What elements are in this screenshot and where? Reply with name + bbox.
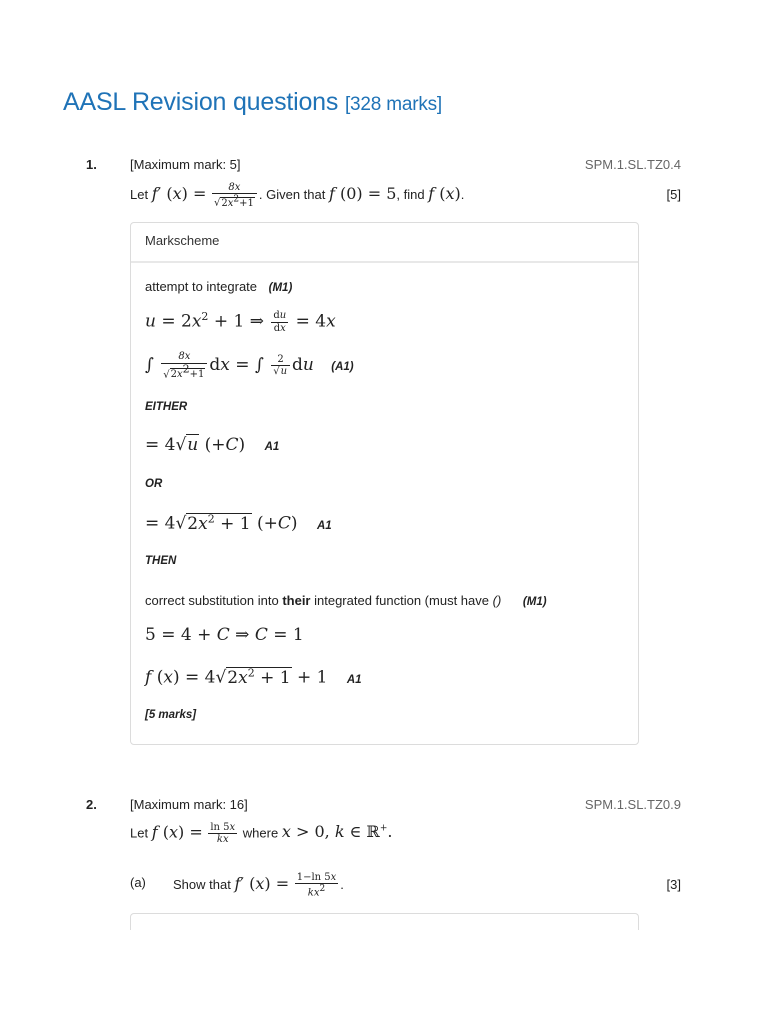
question-stem bbox=[130, 815, 393, 846]
question-stem bbox=[130, 180, 464, 208]
stem-where: where bbox=[242, 825, 279, 841]
line-emphasis: their bbox=[282, 593, 311, 608]
markscheme-eq-either: = 4√u (+C) A1 bbox=[145, 435, 280, 455]
markscheme-eq-substitution: $u = 2x^2 + 1$ ⇒ $\frac{du}{dx}$ = 4x bbox=[145, 310, 336, 334]
stem-let: Let bbox=[130, 187, 149, 202]
equation-domain: x > 0, k ∈ ℝ+. bbox=[281, 822, 393, 842]
mark-code: A1 bbox=[346, 673, 362, 686]
mark-code: A1 bbox=[264, 441, 280, 453]
markscheme-eq-integral: ∫ $\frac{8x}{√2x^2+1}$ dx = ∫ $\frac{2}{√u}$ du (A1) bbox=[145, 351, 354, 380]
question-number: 1. bbox=[86, 157, 97, 172]
stem-find: , find bbox=[396, 187, 425, 202]
line-text: () bbox=[492, 593, 502, 608]
stem-given: . Given that bbox=[258, 187, 326, 202]
part-a-label: (a) bbox=[130, 875, 146, 890]
mark-code: A1 bbox=[316, 519, 332, 532]
line-text: attempt to integrate bbox=[145, 279, 258, 294]
mark-code: (A1) bbox=[331, 361, 354, 374]
mark-code: (M1) bbox=[522, 596, 547, 608]
title-text: AASL Revision questions bbox=[63, 88, 339, 116]
markscheme-line-substitution bbox=[145, 593, 547, 608]
equation-f0: f (0) = 5 bbox=[328, 184, 397, 203]
line-text: integrated function (must have bbox=[314, 593, 489, 608]
markscheme-header: Markscheme bbox=[131, 223, 638, 263]
stem-let: Let bbox=[130, 825, 149, 841]
markscheme-line-integrate bbox=[145, 279, 292, 294]
part-a-text: Show that bbox=[173, 877, 231, 892]
equation-fprime: f′ (x) = bbox=[234, 874, 290, 893]
max-mark: [Maximum mark: 5] bbox=[130, 157, 241, 172]
question-reference: SPM.1.SL.TZ0.4 bbox=[584, 157, 681, 172]
stem-end: . bbox=[460, 187, 465, 202]
question-reference: SPM.1.SL.TZ0.9 bbox=[584, 797, 681, 812]
or-label: OR bbox=[145, 478, 163, 490]
then-label: THEN bbox=[145, 555, 177, 567]
part-a-points: [3] bbox=[666, 877, 681, 892]
question-number: 2. bbox=[86, 797, 97, 812]
markscheme-eq-or: = $4√2x^2 + 1$ (+C) A1 bbox=[145, 512, 332, 534]
markscheme-box-partial bbox=[130, 913, 639, 930]
markscheme-box bbox=[130, 222, 639, 745]
markscheme-total: [5 marks] bbox=[145, 709, 197, 721]
markscheme-eq-final: f $(x) = 4√2x^2 + 1 + 1$ A1 bbox=[145, 666, 362, 688]
markscheme-eq-constant: 5 = 4 + C ⇒ C = 1 bbox=[145, 625, 304, 645]
title-marks: [328 marks] bbox=[344, 94, 442, 115]
page-title bbox=[63, 88, 442, 117]
mark-code: (M1) bbox=[268, 282, 293, 294]
part-a-stem: Show that f′ (x) = $\frac{1-\ln 5x}{kx^2}$ . bbox=[173, 871, 344, 899]
max-mark: [Maximum mark: 16] bbox=[130, 797, 248, 812]
fraction-ln5x: $\frac{\ln 5x}{kx}$ bbox=[210, 821, 236, 846]
either-label: EITHER bbox=[145, 401, 188, 413]
equation-fx: f (x) = bbox=[151, 822, 203, 842]
equation-fx: f (x) bbox=[428, 184, 461, 203]
fraction-derivative: $\frac{1-\ln 5x}{kx^2}$ bbox=[296, 871, 337, 899]
equation-fprime: f′ (x) = bbox=[151, 184, 207, 203]
line-text: correct substitution into bbox=[145, 593, 279, 608]
question-points: [5] bbox=[666, 187, 681, 202]
fraction-8x: $\frac{8x}{√2x^2+1}$ bbox=[212, 182, 257, 209]
